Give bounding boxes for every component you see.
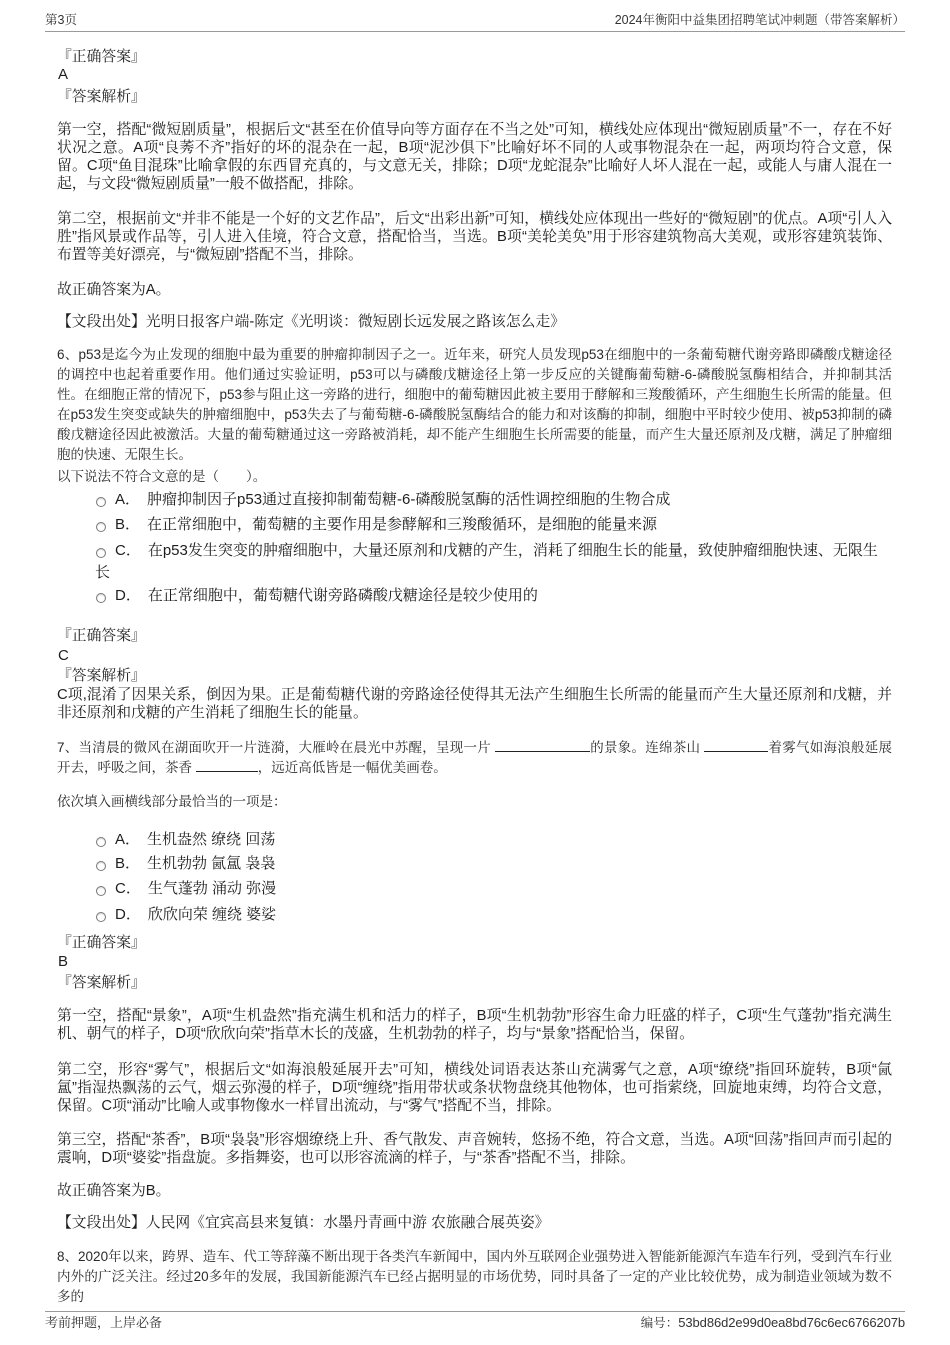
option-label: C． bbox=[115, 880, 141, 897]
q6-prompt: 以下说法不符合文意的是（ ）。 bbox=[57, 469, 267, 484]
radio-icon bbox=[96, 912, 106, 922]
option-text: 欣欣向荣 缠绕 婆娑 bbox=[147, 906, 277, 923]
q7-correct-answer: B bbox=[58, 953, 69, 970]
footer-divider bbox=[45, 1311, 905, 1312]
q6-analysis-label: 『答案解析』 bbox=[57, 668, 146, 684]
option-label: B． bbox=[115, 855, 141, 872]
q5-correct-answer: A bbox=[58, 66, 69, 83]
page-number: 第3页 bbox=[45, 13, 77, 27]
fill-blank-3 bbox=[196, 759, 258, 772]
q7-option-d bbox=[95, 904, 892, 926]
stem-text: 7、当清晨的微风在湖面吹开一片涟漪，大雁岭在晨光中苏醒，呈现一片 bbox=[57, 740, 495, 755]
option-text: 生机勃勃 氤氲 袅袅 bbox=[147, 855, 276, 872]
q8-stem: 8、2020年以来，跨界、造车、代工等辞藻不断出现于各类汽车新闻中，国内外互联网企业强势进入智能新能源汽车造车行列，受到汽车行业内外的广泛关注。经过20多年的发展，我国新能源汽车已经占据明显的市场优势，同时具备了一定的产业比较优势，成为制造业领域为数不多的 bbox=[57, 1249, 892, 1304]
q7-option-a bbox=[95, 829, 892, 851]
q6-option-a bbox=[95, 489, 892, 511]
q7-source: 【文段出处】人民网《宜宾高县来复镇：水墨丹青画中游 农旅融合展英姿》 bbox=[57, 1215, 550, 1231]
option-text: 在p53发生突变的肿瘤细胞中，大量还原剂和戊糖的产生，消耗了细胞生长的能量，致使肿瘤细胞快速、无限生长 bbox=[95, 542, 878, 581]
q5-analysis-paragraph-1: 第一空，搭配“微短剧质量”，根据后文“甚至在价值导向等方面存在不当之处”可知，横线处应体现出“微短剧质量”不一，存在不好状况之意。A项“良莠不齐”指好的坏的混杂在一起，B项“泥沙俱下”比喻好坏不同的人或事物混杂在一起，两项均符合文意，保留。C项“鱼目混珠”比喻拿假的东西冒充真的，与文意无关，排除；D项“龙蛇混杂”比喻好人坏人混在一起，或能人与庸人混在一起，与文段“微短剧质量”一般不做搭配，排除。 bbox=[57, 122, 892, 192]
q7-stem bbox=[57, 738, 892, 778]
q7-answer-label: 『正确答案』 bbox=[57, 935, 146, 951]
radio-icon bbox=[96, 837, 106, 847]
code-label: 编号： bbox=[640, 1316, 679, 1330]
footer-slogan: 考前押题，上岸必备 bbox=[45, 1315, 163, 1330]
radio-icon bbox=[96, 861, 106, 871]
q5-conclusion: 故正确答案为A。 bbox=[57, 282, 171, 298]
q7-conclusion: 故正确答案为B。 bbox=[57, 1183, 171, 1199]
document-title: 2024年衡阳中益集团招聘笔试冲刺题（带答案解析） bbox=[614, 13, 905, 27]
option-label: D． bbox=[115, 906, 141, 923]
code-value: 53bd86d2e99d0ea8bd76c6ec6766207b bbox=[678, 1315, 905, 1330]
stem-text: ，远近高低皆是一幅优美画卷。 bbox=[257, 760, 447, 775]
option-text: 在正常细胞中，葡萄糖代谢旁路磷酸戊糖途径是较少使用的 bbox=[147, 587, 538, 604]
option-text: 生气蓬勃 涌动 弥漫 bbox=[147, 880, 277, 897]
option-label: D． bbox=[115, 587, 141, 604]
q7-analysis-paragraph-1: 第一空，搭配“景象”，A项“生机盎然”指充满生机和活力的样子，B项“生机勃勃”形容生命力旺盛的样子，C项“生气蓬勃”指充满生机、朝气的样子，D项“欣欣向荣”指草木长的茂盛，生机勃勃的样子，均与“景象”搭配恰当，保留。 bbox=[57, 1008, 892, 1042]
option-label: B． bbox=[115, 516, 141, 533]
option-label: A． bbox=[115, 491, 141, 508]
q6-option-b bbox=[95, 514, 892, 536]
q5-answer-label: 『正确答案』 bbox=[57, 49, 146, 65]
stem-text: 着雾气如海浪般延展开去，呼吸之间，茶香 bbox=[57, 740, 892, 775]
q6-stem: 6、p53是迄今为止发现的细胞中最为重要的肿瘤抑制因子之一。近年来，研究人员发现p53在细胞中的一条葡萄糖代谢旁路即磷酸戊糖途径的调控中也起着重要作用。他们通过实验证明，p53可以与磷酸戊糖途径上第一步反应的关键酶葡萄糖-6-磷酸脱氢酶相结合，并抑制其活性。在细胞正常的情况下，p53参与阻止这一旁路的进行，细胞中的葡萄糖因此被主要用于酵解和三羧酸循环，产生细胞生长所需的能量。但在p53发生突变或缺失的肿瘤细胞中，p53失去了与葡萄糖-6-磷酸脱氢酶结合的能力和对该酶的抑制，细胞中平时较少使用、被p53抑制的磷酸戊糖途径因此被激活。大量的葡萄糖通过这一旁路被消耗，却不能产生细胞生长所需要的能量，而产生大量还原剂及戊糖，满足了肿瘤细胞的快速、无限生长。 bbox=[57, 347, 892, 462]
q6-answer-label: 『正确答案』 bbox=[57, 628, 146, 644]
fill-blank-2 bbox=[704, 739, 768, 752]
q6-option-d bbox=[95, 585, 892, 607]
radio-icon bbox=[96, 548, 106, 558]
header-divider bbox=[45, 31, 905, 32]
q6-option-c bbox=[95, 540, 892, 584]
q6-analysis: C项,混淆了因果关系，倒因为果。正是葡萄糖代谢的旁路途径使得其无法产生细胞生长所需的能量而产生大量还原剂和戊糖，并非还原剂和戊糖的产生消耗了细胞生长的能量。 bbox=[57, 687, 892, 721]
q7-option-b bbox=[95, 853, 892, 875]
document-code bbox=[641, 1315, 905, 1331]
radio-icon bbox=[96, 886, 106, 896]
q5-source: 【文段出处】光明日报客户端-陈定《光明谈：微短剧长远发展之路该怎么走》 bbox=[57, 314, 566, 330]
q7-prompt: 依次填入画横线部分最恰当的一项是： bbox=[57, 794, 287, 809]
stem-text: 的景象。连绵茶山 bbox=[590, 740, 705, 755]
q5-analysis-paragraph-2: 第二空，根据前文“并非不能是一个好的文艺作品”，后文“出彩出新”可知，横线处应体现出一些好的“微短剧”的优点。A项“引人入胜”指风景或作品等，引人进入佳境，符合文意，搭配恰当，当选。B项“美轮美奂”用于形容建筑物高大美观，或形容建筑装饰、布置等美好漂亮，与“微短剧”搭配不当，排除。 bbox=[57, 211, 892, 263]
radio-icon bbox=[96, 522, 106, 532]
option-text: 在正常细胞中，葡萄糖的主要作用是参酵解和三羧酸循环，是细胞的能量来源 bbox=[147, 516, 658, 533]
q7-analysis-label: 『答案解析』 bbox=[57, 975, 146, 991]
q7-analysis-paragraph-2: 第二空，形容“雾气”，根据后文“如海浪般延展开去”可知，横线处词语表达茶山充满雾气之意，A项“缭绕”指回环旋转，B项“氤氲”指湿热飘荡的云气，烟云弥漫的样子，D项“缠绕”指用带状或条状物盘绕其他物体，也可指萦绕，回旋地束缚，均符合文意，保留。C项“涌动”比喻人或事物像水一样冒出流动，与“雾气”搭配不当，排除。 bbox=[57, 1062, 892, 1114]
q6-correct-answer: C bbox=[58, 647, 69, 664]
q5-analysis-label: 『答案解析』 bbox=[57, 89, 146, 105]
option-text: 肿瘤抑制因子p53通过直接抑制葡萄糖-6-磷酸脱氢酶的活性调控细胞的生物合成 bbox=[147, 491, 671, 508]
radio-icon bbox=[96, 593, 106, 603]
fill-blank-1 bbox=[495, 739, 590, 752]
option-text: 生机盎然 缭绕 回荡 bbox=[147, 831, 276, 848]
q7-option-c bbox=[95, 878, 892, 900]
option-label: A． bbox=[115, 831, 141, 848]
q7-analysis-paragraph-3: 第三空，搭配“茶香”，B项“袅袅”形容烟缭绕上升、香气散发、声音婉转，悠扬不绝，符合文意，当选。A项“回荡”指回声而引起的震响，D项“婆娑”指盘旋。多指舞姿，也可以形容流滴的样子，与“茶香”搭配不当，排除。 bbox=[57, 1132, 892, 1166]
radio-icon bbox=[96, 497, 106, 507]
option-label: C． bbox=[115, 542, 141, 559]
